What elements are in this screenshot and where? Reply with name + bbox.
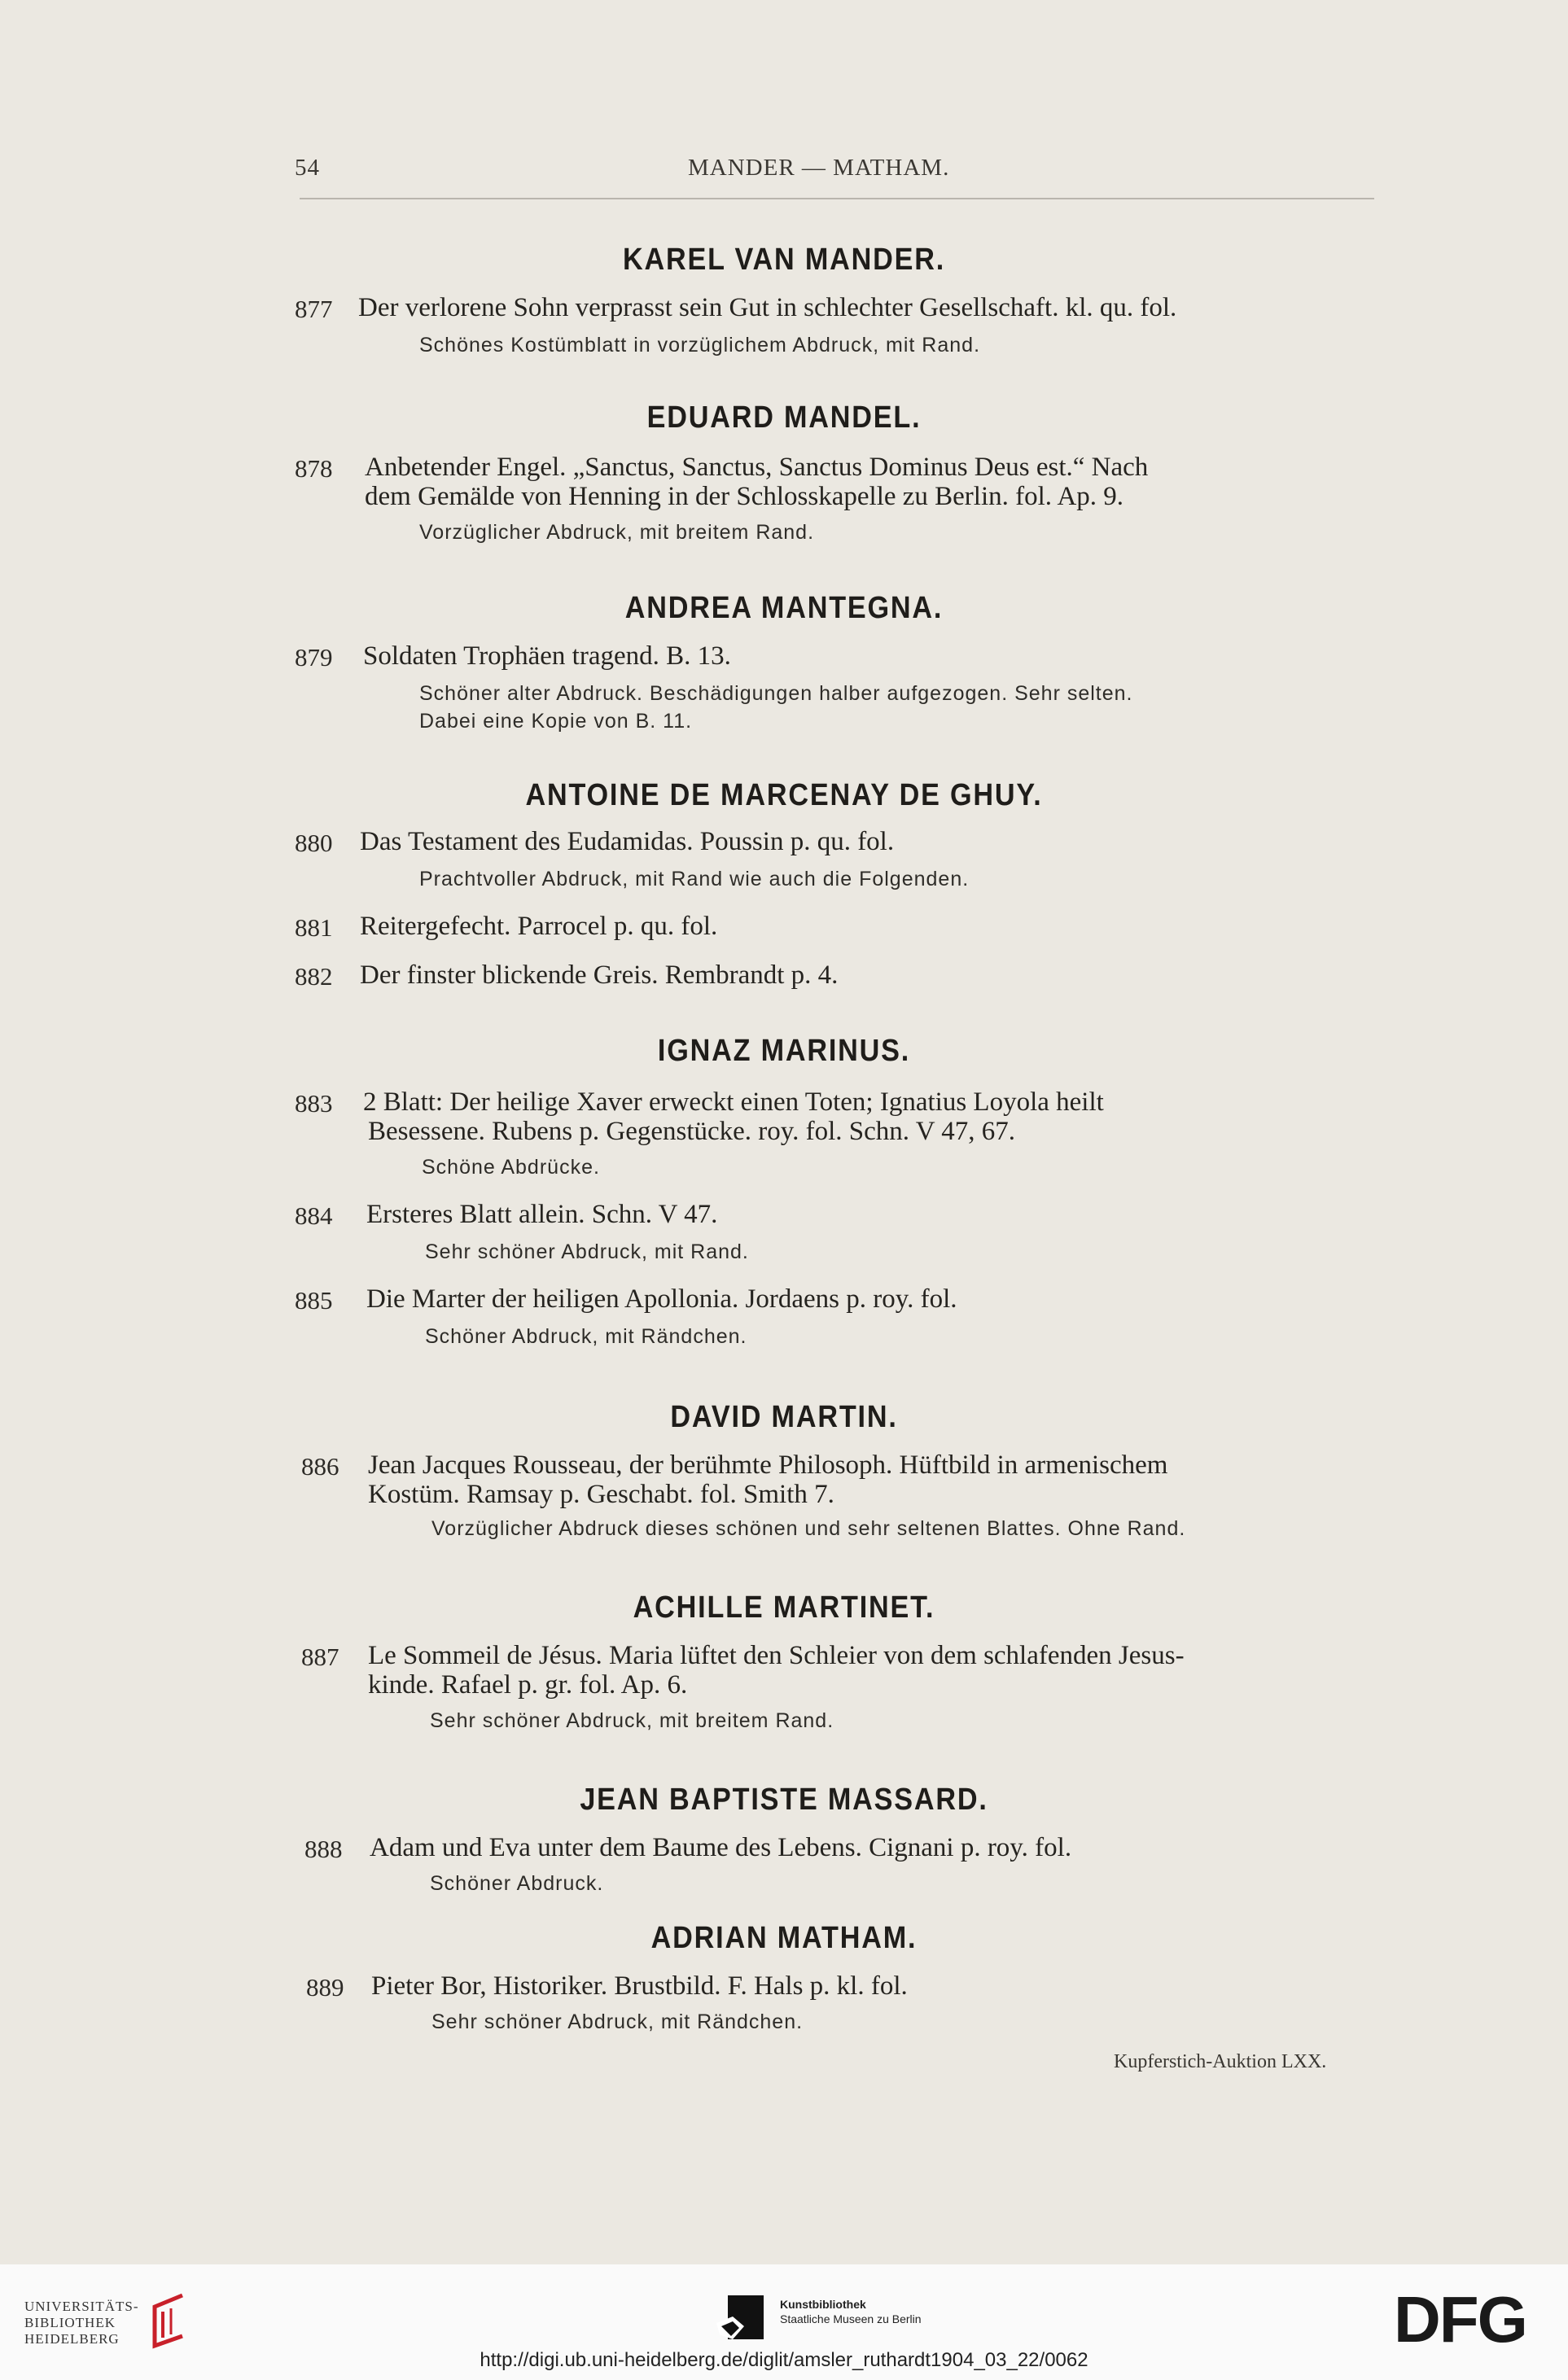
lot-description: Pieter Bor, Historiker. Brustbild. F. Hals p. kl. fol. <box>371 1971 908 2001</box>
lot-description-cont: dem Gemälde von Henning in der Schlosskapelle zu Berlin. fol. Ap. 9. <box>365 482 1124 511</box>
lot-note: Schöner Abdruck, mit Rändchen. <box>425 1325 747 1348</box>
ub-logo-line: BIBLIOTHEK <box>24 2315 116 2330</box>
lot-description: Le Sommeil de Jésus. Maria lüftet den Schleier von dem schlafenden Jesus- <box>368 1641 1185 1670</box>
lot-note: Schöner Abdruck. <box>430 1872 604 1895</box>
lot-description-cont: kinde. Rafael p. gr. fol. Ap. 6. <box>368 1670 688 1700</box>
ub-emblem-icon <box>143 2292 189 2352</box>
lot-note-cont: Dabei eine Kopie von B. 11. <box>419 710 693 733</box>
lot-description-cont: Besessene. Rubens p. Gegenstücke. roy. fol. Schn. V 47, 67. <box>368 1117 1015 1146</box>
kunstbibliothek-logo-icon <box>716 2294 765 2343</box>
ub-logo-line: HEIDELBERG <box>24 2331 120 2347</box>
lot-number: 883 <box>295 1089 333 1118</box>
artist-heading: EDUARD MANDEL. <box>646 400 922 435</box>
lot-number: 884 <box>295 1201 333 1230</box>
lot-number: 878 <box>295 454 333 483</box>
lot-description: Adam und Eva unter dem Baume des Lebens. Cignani p. roy. fol. <box>370 1833 1072 1862</box>
lot-note: Sehr schöner Abdruck, mit breitem Rand. <box>430 1709 834 1732</box>
lot-description: Das Testament des Eudamidas. Poussin p. qu. fol. <box>360 827 895 856</box>
viewer-footer <box>0 2264 1568 2380</box>
kb-title: Kunstbibliothek <box>780 2298 866 2311</box>
lot-note: Schönes Kostümblatt in vorzüglichem Abdruck, mit Rand. <box>419 334 981 357</box>
lot-number: 887 <box>301 1643 339 1671</box>
artist-heading: ANDREA MANTEGNA. <box>624 591 944 625</box>
lot-number: 879 <box>295 643 333 672</box>
lot-number: 877 <box>295 295 333 323</box>
artist-heading: JEAN BAPTISTE MASSARD. <box>580 1783 988 1817</box>
kb-subtitle: Staatliche Museen zu Berlin <box>780 2312 922 2325</box>
artist-heading: KAREL VAN MANDER. <box>622 243 946 277</box>
lot-note: Vorzüglicher Abdruck dieses schönen und sehr seltenen Blattes. Ohne Rand. <box>431 1517 1186 1540</box>
lot-description: Die Marter der heiligen Apollonia. Jordaens p. roy. fol. <box>366 1284 957 1314</box>
artist-heading: IGNAZ MARINUS. <box>657 1034 911 1068</box>
lot-description: Jean Jacques Rousseau, der berühmte Philosoph. Hüftbild in armenischem <box>368 1450 1168 1480</box>
lot-note: Prachtvoller Abdruck, mit Rand wie auch die Folgenden. <box>419 868 970 890</box>
lot-description-cont: Kostüm. Ramsay p. Geschabt. fol. Smith 7. <box>368 1480 834 1509</box>
lot-note: Vorzüglicher Abdruck, mit breitem Rand. <box>419 521 815 544</box>
header-rule <box>300 198 1374 199</box>
lot-description: Anbetender Engel. „Sanctus, Sanctus, Sanctus Dominus Deus est.“ Nach <box>365 453 1149 482</box>
lot-number: 888 <box>304 1835 343 1863</box>
dfg-logo[interactable]: DFG <box>1394 2283 1526 2356</box>
lot-number: 882 <box>295 962 333 991</box>
lot-description: Soldaten Trophäen tragend. B. 13. <box>363 641 731 671</box>
lot-note: Schöner alter Abdruck. Beschädigungen halber aufgezogen. Sehr selten. <box>419 682 1133 705</box>
artist-heading: ANTOINE DE MARCENAY DE GHUY. <box>525 778 1043 812</box>
lot-description: Reitergefecht. Parrocel p. qu. fol. <box>360 912 718 941</box>
lot-description: Ersteres Blatt allein. Schn. V 47. <box>366 1200 718 1229</box>
lot-description: Der verlorene Sohn verprasst sein Gut in schlechter Gesellschaft. kl. qu. fol. <box>358 293 1177 322</box>
lot-note: Sehr schöner Abdruck, mit Rändchen. <box>431 2010 804 2033</box>
lot-note: Schöne Abdrücke. <box>422 1156 600 1179</box>
lot-note: Sehr schöner Abdruck, mit Rand. <box>425 1240 749 1263</box>
running-title: MANDER — MATHAM. <box>688 155 950 181</box>
lot-number: 886 <box>301 1452 339 1481</box>
catalogue-signature: Kupferstich-Auktion LXX. <box>1114 2051 1327 2072</box>
lot-number: 880 <box>295 829 333 857</box>
ub-logo-line: UNIVERSITÄTS- <box>24 2299 139 2314</box>
lot-description: 2 Blatt: Der heilige Xaver erweckt einen Toten; Ignatius Loyola heilt <box>363 1087 1104 1117</box>
artist-heading: ACHILLE MARTINET. <box>633 1590 935 1625</box>
page-number: 54 <box>295 155 320 181</box>
kunstbibliothek-label[interactable] <box>780 2297 922 2326</box>
lot-number: 885 <box>295 1286 333 1315</box>
lot-number: 889 <box>306 1973 344 2002</box>
permalink-url[interactable]: http://digi.ub.uni-heidelberg.de/diglit/amsler_ruthardt1904_03_22/0062 <box>480 2349 1088 2371</box>
artist-heading: ADRIAN MATHAM. <box>650 1921 918 1955</box>
lot-description: Der finster blickende Greis. Rembrandt p. 4. <box>360 960 839 990</box>
lot-number: 881 <box>295 913 333 942</box>
ub-heidelberg-logo[interactable] <box>24 2299 139 2347</box>
artist-heading: DAVID MARTIN. <box>670 1400 898 1434</box>
